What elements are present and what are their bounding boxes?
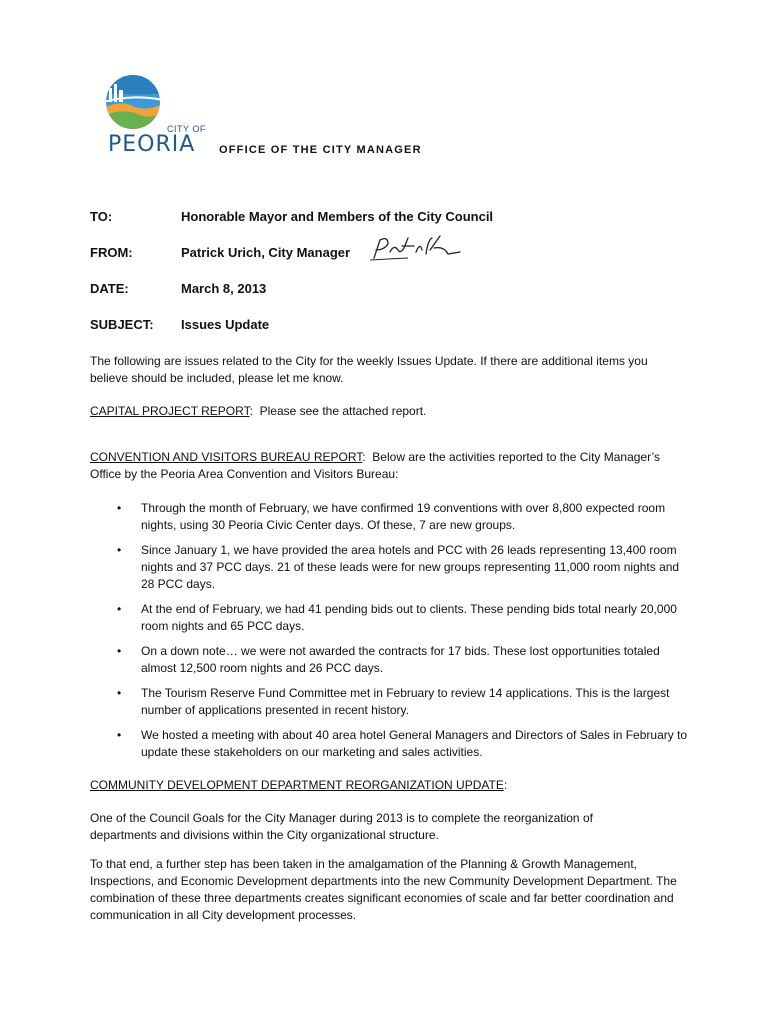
- capital-heading: CAPITAL PROJECT REPORT: [90, 404, 250, 418]
- list-item: • At the end of February, we had 41 pending bids out to clients. These pending bids total nearly 20,000 room nights and 65 PCC days.: [117, 602, 677, 633]
- cvb-section: CONVENTION AND VISITORS BUREAU REPORT: Below are the activities reported to the City Manager’s Office by the Peoria Area Convention and Visitors Bureau:: [90, 450, 660, 481]
- cdd-heading: COMMUNITY DEVELOPMENT DEPARTMENT REORGANIZATION UPDATE: [90, 778, 504, 792]
- subject-value: Issues Update: [181, 317, 270, 332]
- capital-section: CAPITAL PROJECT REPORT: Please see the attached report.: [90, 404, 427, 418]
- cvb-heading: CONVENTION AND VISITORS BUREAU REPORT: [90, 450, 363, 464]
- logo-city-name: PEORIA: [108, 132, 196, 157]
- list-item: • We hosted a meeting with about 40 area hotel General Managers and Directors of Sales in February to update these stakeholders on our marketing and sales activities.: [117, 728, 688, 759]
- office-title: OFFICE OF THE CITY MANAGER: [219, 144, 422, 156]
- cdd-paragraph-2: To that end, a further step has been taken in the amalgamation of the Planning & Growth Management, Inspections, and Economic Development departments into the new Community Development Department. The combination of these three departments creates significant economies of scale and far better coordination and communication in all City development processes.: [90, 857, 677, 922]
- signature-icon: [368, 232, 468, 264]
- cdd-section: COMMUNITY DEVELOPMENT DEPARTMENT REORGANIZATION UPDATE:: [90, 778, 508, 792]
- list-item: • Through the month of February, we have confirmed 19 conventions with over 8,800 expected room nights, using 30 Peoria Civic Center days. Of these, 7 are new groups.: [117, 501, 666, 532]
- capital-text: Please see the attached report.: [259, 404, 427, 418]
- from-label: FROM:: [90, 245, 133, 260]
- cvb-text: Below are the activities reported to the City Manager’s Office by the Peoria Area Convention and Visitors Bureau:: [90, 450, 660, 481]
- peoria-logo-icon: [103, 74, 163, 132]
- cdd-paragraph-1: One of the Council Goals for the City Manager during 2013 is to complete the reorganization of departments and divisions within the City organizational structure.: [90, 811, 593, 842]
- logo-city-of: CITY OF: [167, 124, 206, 134]
- to-label: TO:: [90, 209, 113, 224]
- to-value: Honorable Mayor and Members of the City Council: [181, 209, 494, 224]
- date-label: DATE:: [90, 281, 129, 296]
- subject-label: SUBJECT:: [90, 317, 154, 332]
- list-item: • Since January 1, we have provided the area hotels and PCC with 26 leads representing 13,400 room nights and 37 PCC days. 21 of these leads were for new groups representing 11,000 room nights and 28 PCC days.: [117, 543, 680, 591]
- date-value: March 8, 2013: [181, 281, 267, 296]
- list-item: • The Tourism Reserve Fund Committee met in February to review 14 applications. This is the largest number of applications presented in recent history.: [117, 686, 670, 717]
- intro-paragraph: The following are issues related to the City for the weekly Issues Update. If there are additional items you believe should be included, please let me know.: [90, 354, 648, 385]
- cvb-bullet-list: [90, 500, 690, 769]
- list-item: • On a down note… we were not awarded the contracts for 17 bids. These lost opportunities totaled almost 12,500 room nights and 26 PCC days.: [117, 644, 660, 675]
- from-value: Patrick Urich, City Manager: [181, 245, 351, 260]
